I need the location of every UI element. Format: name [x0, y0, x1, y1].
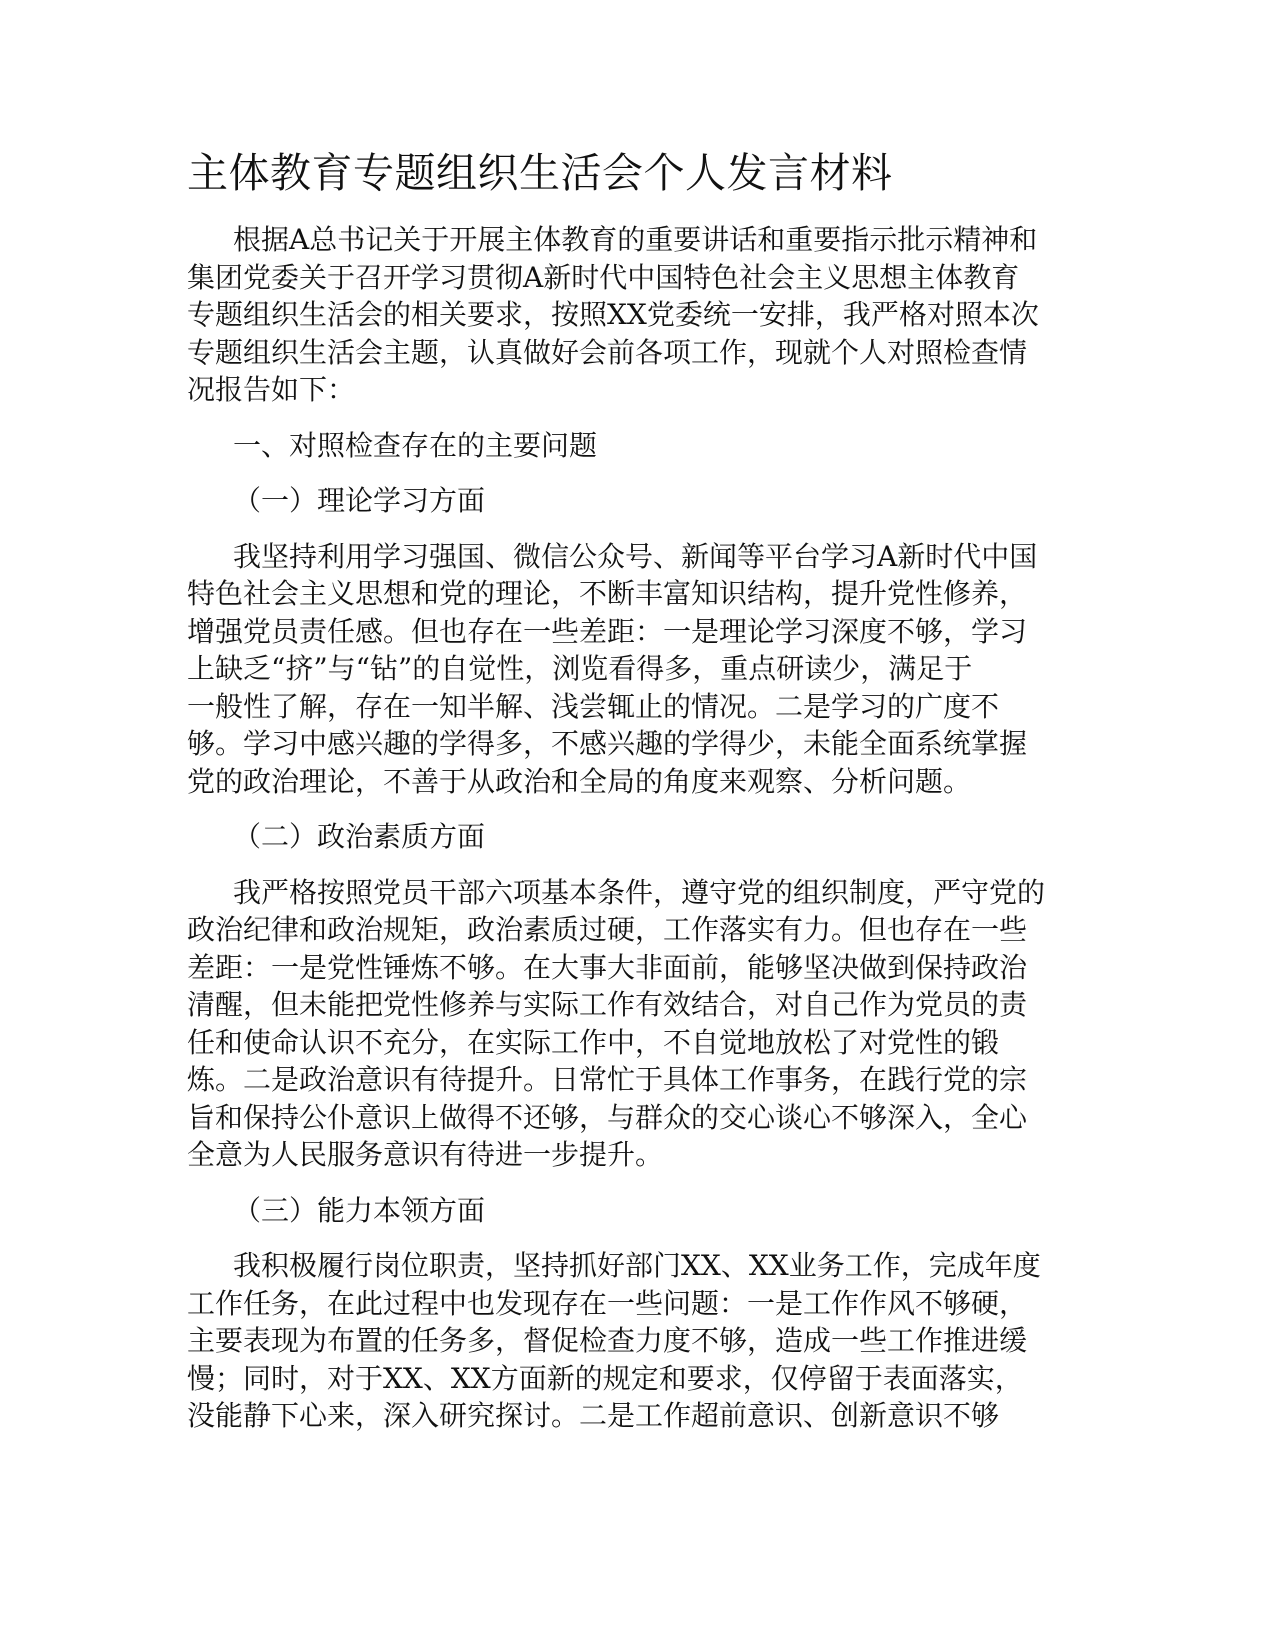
paragraph-line: 清醒，但未能把党性修养与实际工作有效结合，对自己作为党员的责	[187, 988, 1028, 1022]
paragraph-line: 况报告如下：	[187, 373, 356, 407]
section-heading: 一、对照检查存在的主要问题	[233, 428, 598, 462]
paragraph-line: 我积极履行岗位职责，坚持抓好部门XX、XX业务工作，完成年度	[233, 1249, 1041, 1283]
paragraph-line: 专题组织生活会主题，认真做好会前各项工作，现就个人对照检查情	[187, 335, 1028, 369]
theory-study-paragraph	[187, 538, 1092, 801]
ability-paragraph	[187, 1247, 1092, 1435]
paragraph-line: 旨和保持公仆意识上做得不还够，与群众的交心谈心不够深入，全心	[187, 1100, 1028, 1134]
paragraph-line: 根据A总书记关于开展主体教育的重要讲话和重要指示批示精神和	[233, 223, 1038, 257]
document-page	[187, 148, 1092, 1435]
paragraph-line: 够。学习中感兴趣的学得多，不感兴趣的学得少，未能全面系统掌握	[187, 727, 1028, 761]
paragraph-line: 我坚持利用学习强国、微信公众号、新闻等平台学习A新时代中国	[233, 539, 1038, 573]
paragraph-line: 慢；同时，对于XX、XX方面新的规定和要求，仅停留于表面落实，	[187, 1361, 1023, 1395]
subsection-heading: （三）能力本领方面	[233, 1193, 486, 1227]
paragraph-line: 特色社会主义思想和党的理论，不断丰富知识结构，提升党性修养，	[187, 577, 1028, 611]
paragraph-line: 任和使命认识不充分，在实际工作中，不自觉地放松了对党性的锻	[187, 1025, 1000, 1059]
paragraph-line: 上缺乏“挤”与“钻”的自觉性，浏览看得多，重点研读少，满足于	[187, 652, 973, 686]
paragraph-line: 集团党委关于召开学习贯彻A新时代中国特色社会主义思想主体教育	[187, 260, 1020, 294]
paragraph-line: 党的政治理论，不善于从政治和全局的角度来观察、分析问题。	[187, 764, 972, 798]
document-title: 主体教育专题组织生活会个人发言材料	[187, 149, 893, 197]
political-quality-paragraph	[187, 874, 1092, 1174]
paragraph-line: 增强党员责任感。但也存在一些差距：一是理论学习深度不够，学习	[187, 614, 1028, 648]
paragraph-line: 全意为人民服务意识有待进一步提升。	[187, 1138, 664, 1172]
paragraph-line: 没能静下心来，深入研究探讨。二是工作超前意识、创新意识不够	[187, 1399, 1000, 1433]
subsection-heading: （一）理论学习方面	[233, 484, 486, 518]
paragraph-line: 工作任务，在此过程中也发现存在一些问题：一是工作作风不够硬，	[187, 1286, 1028, 1320]
paragraph-line: 炼。二是政治意识有待提升。日常忙于具体工作事务，在践行党的宗	[187, 1063, 1028, 1097]
subsection-heading: （二）政治素质方面	[233, 820, 486, 854]
paragraph-line: 我严格按照党员干部六项基本条件，遵守党的组织制度，严守党的	[233, 875, 1046, 909]
paragraph-line: 政治纪律和政治规矩，政治素质过硬，工作落实有力。但也存在一些	[187, 913, 1028, 947]
paragraph-line: 主要表现为布置的任务多，督促检查力度不够，造成一些工作推进缓	[187, 1324, 1028, 1358]
paragraph-line: 差距：一是党性锤炼不够。在大事大非面前，能够坚决做到保持政治	[187, 950, 1028, 984]
paragraph-line: 专题组织生活会的相关要求，按照XX党委统一安排，我严格对照本次	[187, 298, 1039, 332]
paragraph-line: 一般性了解，存在一知半解、浅尝辄止的情况。二是学习的广度不	[187, 689, 1000, 723]
intro-paragraph	[187, 221, 1092, 409]
